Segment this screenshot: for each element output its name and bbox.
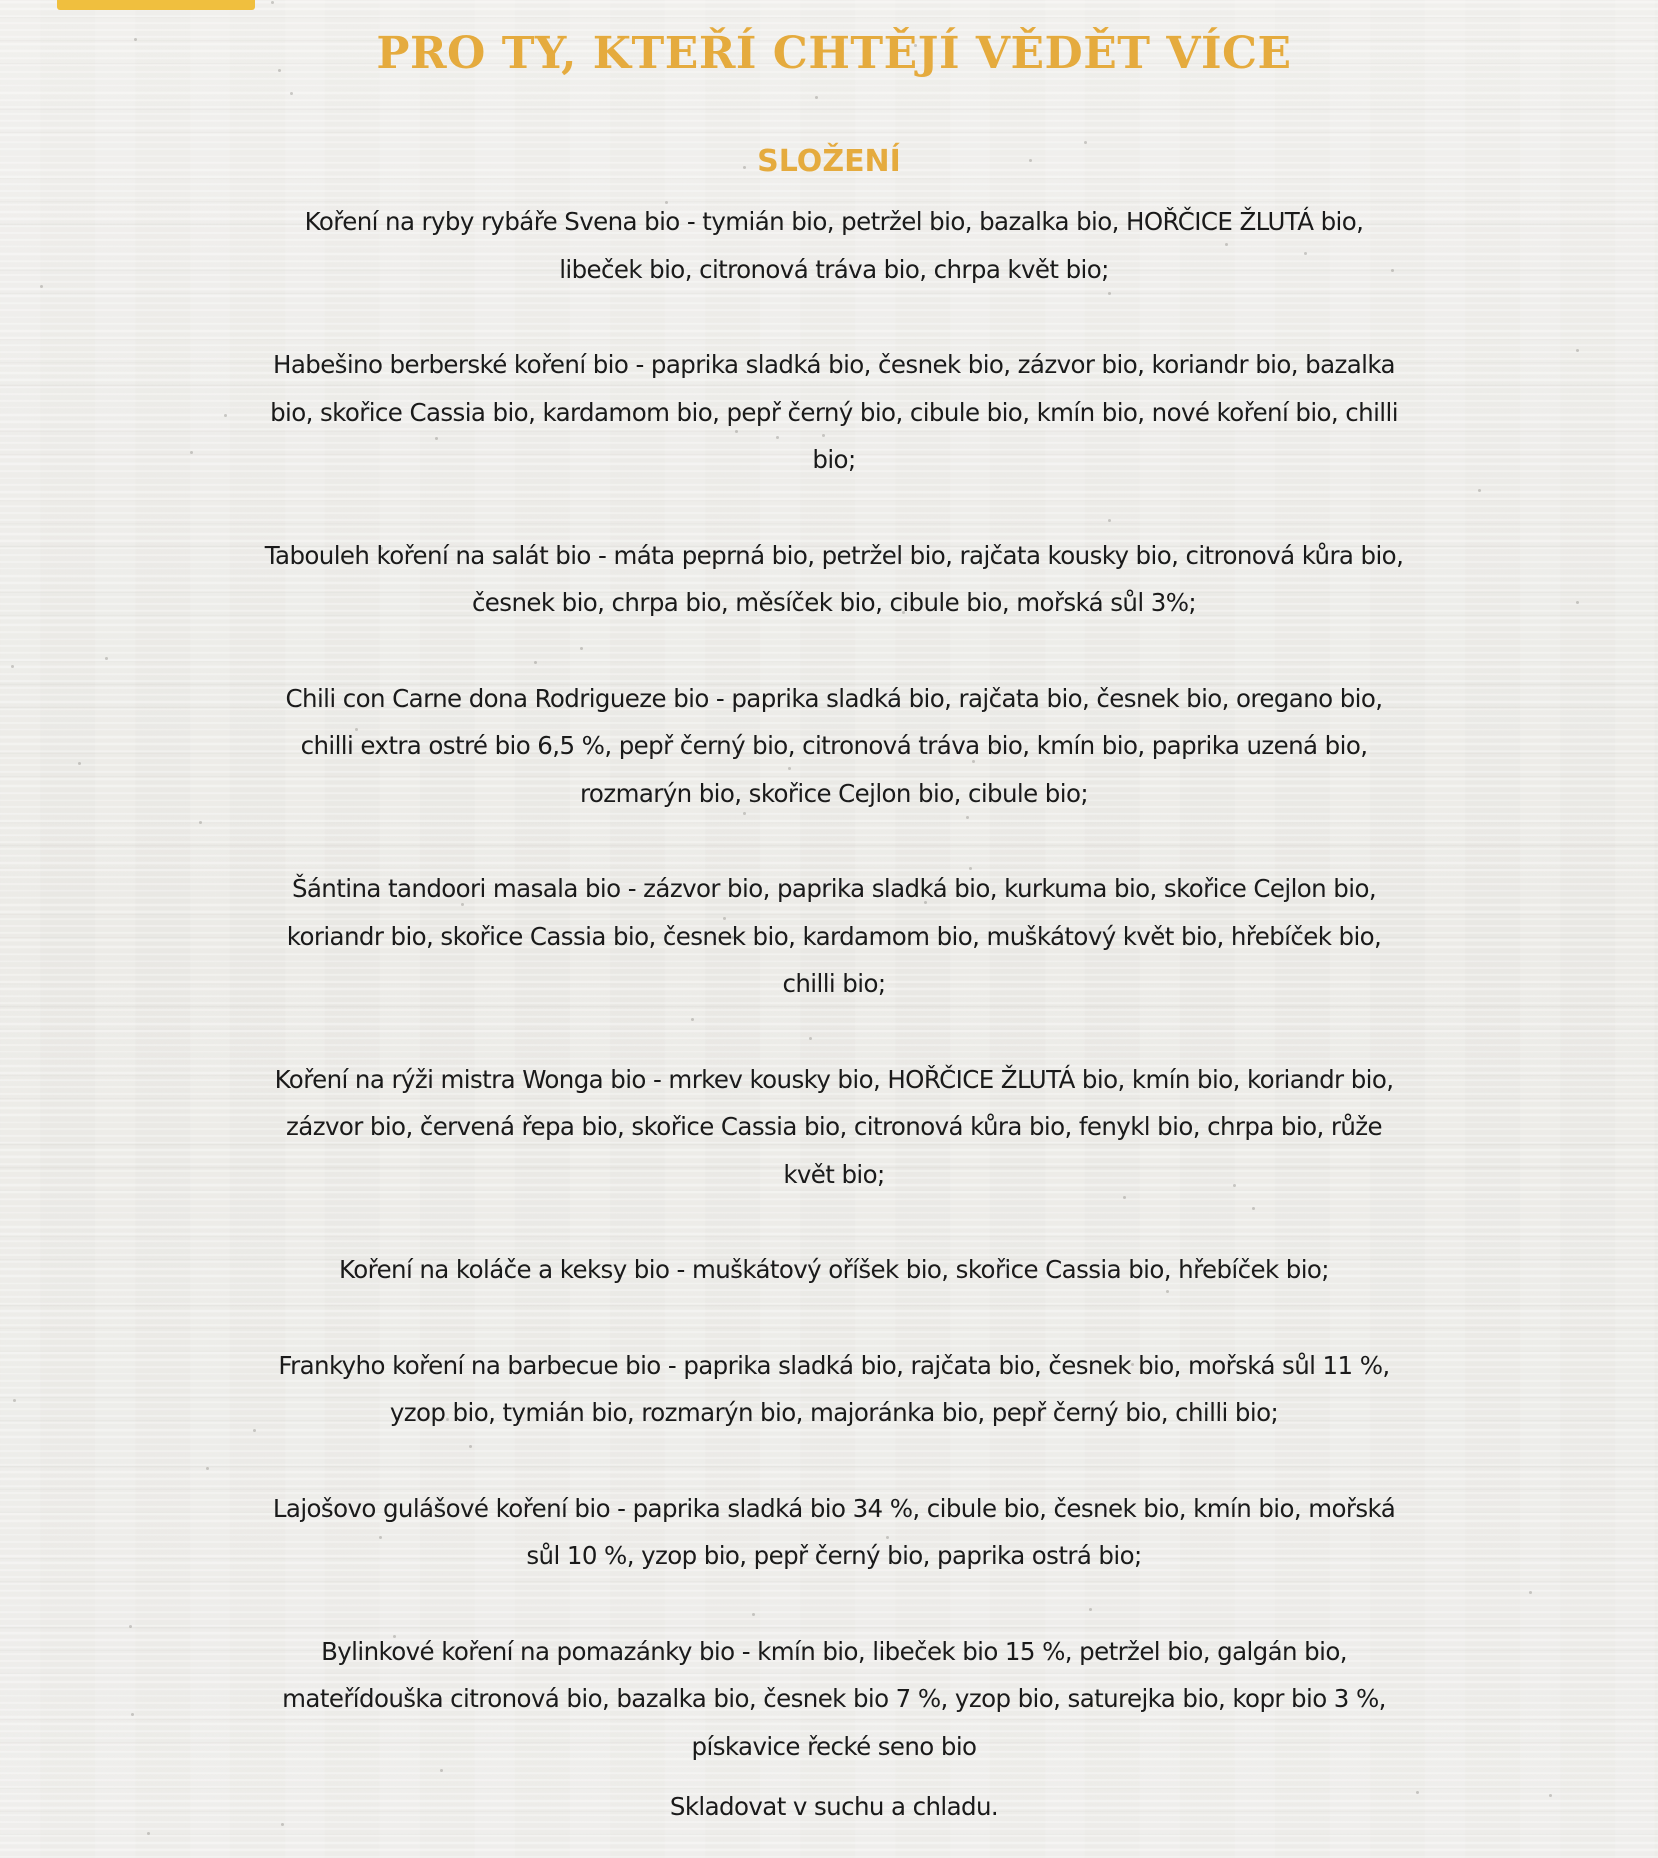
wood-grain-speck — [1478, 489, 1481, 492]
ingredient-chili-con-carne: Chili con Carne dona Rodrigueze bio - paprika sladká bio, rajčata bio, česnek bio, oregano bio, chilli extra ostré bio 6,5 %, pepř černý bio, citronová tráva bio, kmín bio, paprika uzená bio, rozmarýn bio, skořice Cejlon bio, cibule bio; — [285, 683, 1383, 808]
storage-note: Skladovat v suchu a chladu. — [669, 1792, 999, 1821]
ingredient-barbecue-spice: Frankyho koření na barbecue bio - paprika sladká bio, rajčata bio, česnek bio, mořská sůl 11 %, yzop bio, tymián bio, rozmarýn bio, majoránka bio, pepř černý bio, chilli bio; — [278, 1350, 1390, 1427]
wood-grain-speck — [271, 1, 274, 4]
page-title: PRO TY, KTEŘÍ CHTĚJÍ VĚDĚT VÍCE — [376, 28, 1292, 79]
wood-grain-speck — [11, 665, 14, 668]
ingredient-cake-spice: Koření na koláče a keksy bio - muškátový oříšek bio, skořice Cassia bio, hřebíček bio; — [339, 1255, 1329, 1284]
wood-grain-speck — [1576, 349, 1579, 352]
wood-grain-speck — [199, 821, 202, 824]
wood-grain-speck — [105, 657, 108, 660]
section-title-composition: SLOŽENÍ — [757, 144, 901, 179]
ingredient-berbere-spice: Habešino berberské koření bio - paprika sladká bio, česnek bio, zázvor bio, koriandr bio, bazalka bio, skořice Cassia bio, kardamom bio, pepř černý bio, cibule bio, kmín bio, nové koření bio, chilli bio; — [270, 350, 1398, 474]
wood-grain-speck — [131, 1713, 134, 1716]
corner-tab — [57, 0, 255, 10]
wood-grain-speck — [290, 92, 293, 95]
ingredient-tabouleh-spice: Tabouleh koření na salát bio - máta peprná bio, petržel bio, rajčata kousky bio, citronová kůra bio, česnek bio, chrpa bio, měsíček bio, cibule bio, mořská sůl 3%; — [264, 540, 1404, 617]
wood-grain-speck — [253, 1429, 256, 1432]
ingredients-list — [262, 198, 1406, 1818]
wood-grain-speck — [815, 96, 818, 99]
wood-grain-speck — [1576, 601, 1579, 604]
wood-grain-speck — [224, 414, 227, 417]
ingredient-fish-spice: Koření na ryby rybáře Svena bio - tymián bio, petržel bio, bazalka bio, HOŘČICE ŽLUTÁ bio, libeček bio, citronová tráva bio, chrpa květ bio; — [304, 207, 1364, 284]
wood-grain-speck — [1529, 1591, 1532, 1594]
wood-grain-speck — [147, 1832, 150, 1835]
wood-grain-speck — [190, 451, 193, 454]
ingredient-goulash-spice: Lajošovo gulášové koření bio - paprika sladká bio 34 %, cibule bio, česnek bio, kmín bio, mořská sůl 10 %, yzop bio, pepř černý bio, paprika ostrá bio; — [272, 1493, 1396, 1570]
ingredient-tandoori-masala: Šántina tandoori masala bio - zázvor bio, paprika sladká bio, kurkuma bio, skořice Cejlon bio, koriandr bio, skořice Cassia bio, česnek bio, kardamom bio, muškátový květ bio, hřebíček bio, chilli bio; — [286, 874, 1382, 998]
wood-grain-speck — [78, 762, 81, 765]
wood-grain-speck — [206, 1467, 209, 1470]
ingredient-rice-spice: Koření na rýži mistra Wonga bio - mrkev kousky bio, HOŘČICE ŽLUTÁ bio, kmín bio, koriandr bio, zázvor bio, červená řepa bio, skořice Cassia bio, citronová kůra bio, fenykl bio, chrpa bio, růže květ bio; — [274, 1064, 1394, 1189]
wood-grain-speck — [40, 285, 43, 288]
ingredient-spread-herbs: Bylinkové koření na pomazánky bio - kmín bio, libeček bio 15 %, petržel bio, galgán bio, mateřídouška citronová bio, bazalka bio, česnek bio 7 %, yzop bio, saturejka bio, kopr bio 3 %, pískavice řecké seno bio — [282, 1636, 1386, 1761]
wood-grain-speck — [129, 1625, 132, 1628]
wood-grain-speck — [13, 1399, 16, 1402]
